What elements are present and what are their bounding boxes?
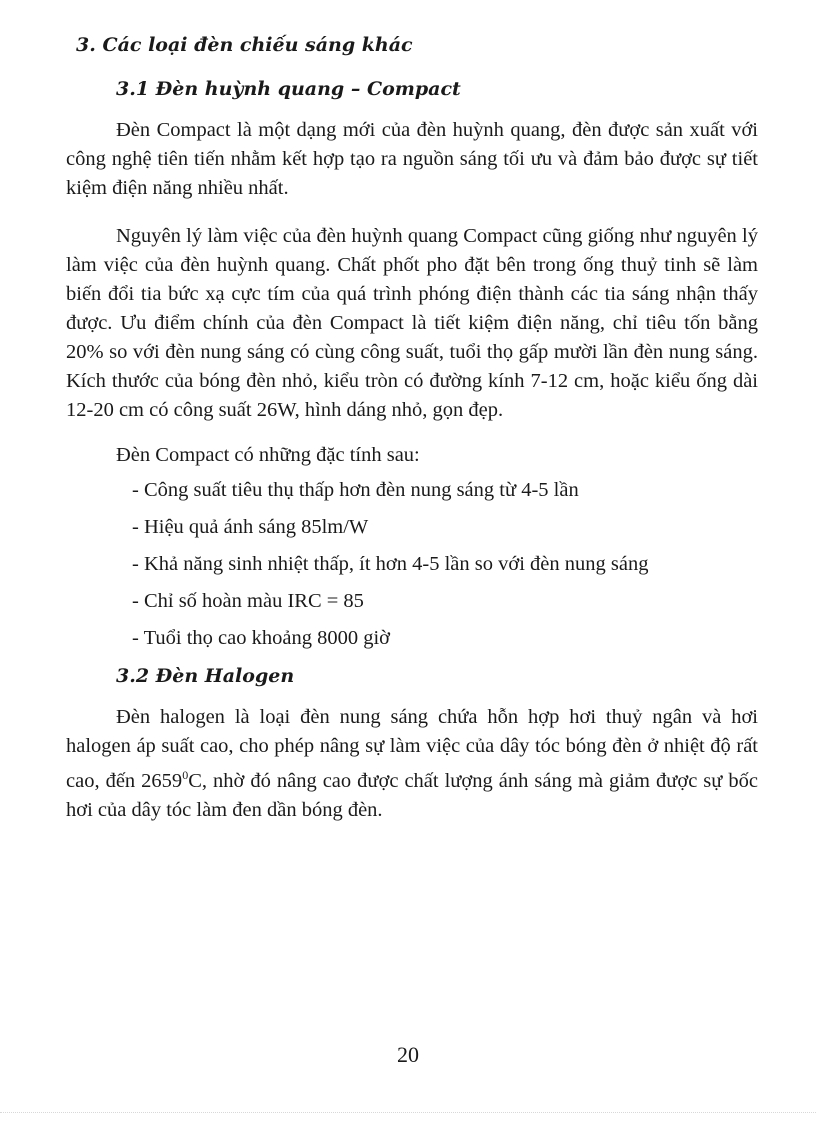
feature-item: - Khả năng sinh nhiệt thấp, ít hơn 4-5 lần so với đèn nung sáng bbox=[132, 553, 649, 575]
feature-item: - Công suất tiêu thụ thấp hơn đèn nung sáng từ 4-5 lần bbox=[132, 479, 579, 501]
feature-item: - Tuổi thọ cao khoảng 8000 giờ bbox=[132, 627, 390, 649]
paragraph-halogen bbox=[66, 703, 758, 825]
halogen-text-part2: C, nhờ đó nâng cao được chất lượng ánh sáng mà giảm được sự bốc hơi của dây tóc làm đen dần bóng đèn. bbox=[66, 769, 758, 821]
subsection-heading-compact: 3.1 Đèn huỳnh quang – Compact bbox=[116, 78, 461, 100]
footer-divider bbox=[0, 1112, 816, 1113]
paragraph-compact-intro: Đèn Compact là một dạng mới của đèn huỳnh quang, đèn được sản xuất với công nghệ tiên tiến nhằm kết hợp tạo ra nguồn sáng tối ưu và đảm bảo được sự tiết kiệm điện năng nhiều nhất. bbox=[66, 119, 758, 199]
section-heading: 3. Các loại đèn chiếu sáng khác bbox=[76, 34, 413, 56]
page-number: 20 bbox=[397, 1042, 419, 1067]
paragraph-compact-principle: Nguyên lý làm việc của đèn huỳnh quang Compact cũng giống như nguyên lý làm việc của đèn huỳnh quang. Chất phốt pho đặt bên trong ống thuỷ tinh sẽ làm biến đổi tia bức xạ cực tím của quá trình phóng điện thành các tia sáng nhận thấy được. Ưu điểm chính của đèn Compact là tiết kiệm điện năng, chỉ tiêu tốn bằng 20% so với đèn nung sáng có cùng công suất, tuổi thọ gấp mười lần đèn nung sáng. Kích thước của bóng đèn nhỏ, kiểu tròn có đường kính 7-12 cm, hoặc kiểu ống dài 12-20 cm có công suất 26W, hình dáng nhỏ, gọn đẹp. bbox=[66, 225, 758, 421]
feature-item: - Chỉ số hoàn màu IRC = 85 bbox=[132, 590, 364, 612]
document-page bbox=[66, 24, 758, 825]
degree-superscript: 0 bbox=[182, 768, 189, 782]
feature-list bbox=[66, 476, 758, 653]
subsection-heading-halogen: 3.2 Đèn Halogen bbox=[116, 665, 295, 687]
feature-item: - Hiệu quả ánh sáng 85lm/W bbox=[132, 516, 369, 538]
features-intro: Đèn Compact có những đặc tính sau: bbox=[116, 444, 420, 466]
halogen-text-part1: Đèn halogen là loại đèn nung sáng chứa hỗn hợp hơi thuỷ ngân và hơi halogen áp suất cao, cho phép nâng sự làm việc của dây tóc bóng đèn ở nhiệt độ rất cao, đến 2659 bbox=[66, 706, 758, 792]
